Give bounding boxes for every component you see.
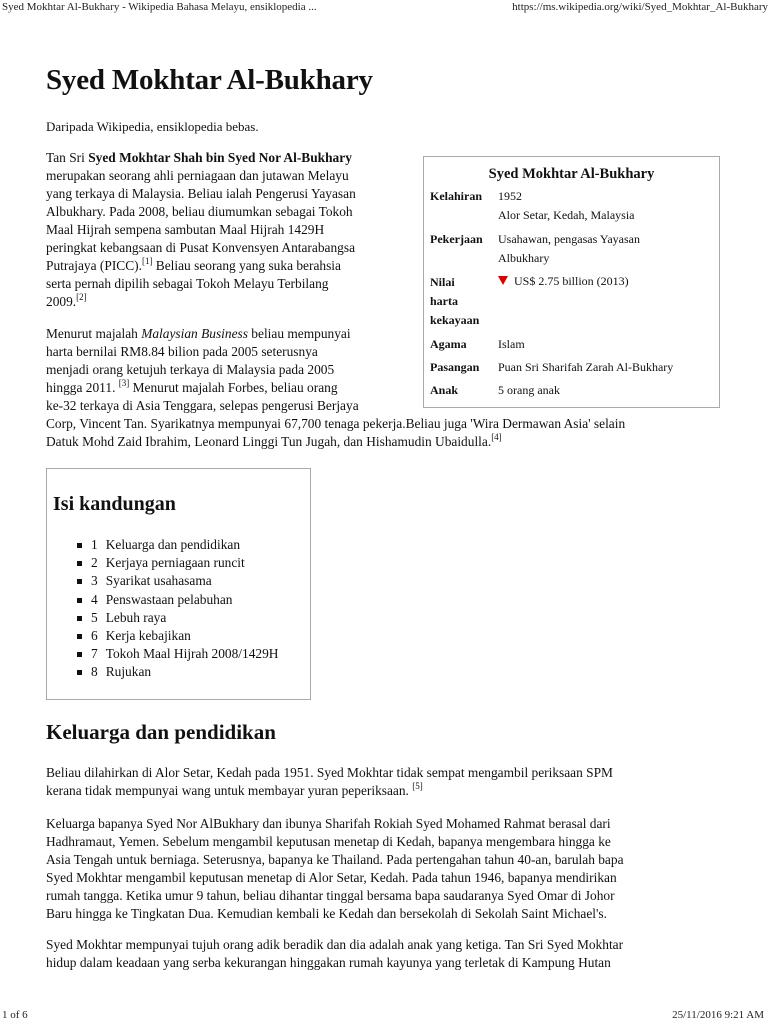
text-line: Maal Hijrah sempena sambutan Maal Hijrah 1429H [46,222,325,237]
section-heading-family: Keluarga dan pendidikan [46,720,276,744]
family-paragraph-1 [46,764,613,800]
infobox-networth-label-2: harta [430,294,458,308]
tagline: Daripada Wikipedia, ensiklopedia bebas. [46,119,259,134]
intro-paragraph [46,149,356,311]
infobox-spouse-value: Puan Sri Sharifah Zarah Al-Bukhary [498,360,674,374]
text-line: Beliau dilahirkan di Alor Setar, Kedah pada 1951. Syed Mokhtar tidak sempat mengambil periksaan SPM [46,765,613,780]
text-line: yang terkaya di Malaysia. Beliau ialah Pengerusi Yayasan [46,186,356,201]
infobox-networth-value: US$ 2.75 billion (2013) [498,272,629,291]
reference-link[interactable]: [5] [412,781,423,791]
reference-link[interactable]: [4] [491,432,502,442]
toc-item[interactable]: 8 Rujukan [77,663,278,681]
text-line: Hadhramaut, Yemen. Sebelum mengambil keputusan menetap di Kedah, bapanya mengembara hingga ke [46,834,611,849]
toc-item[interactable]: 7 Tokoh Maal Hijrah 2008/1429H [77,645,278,663]
infobox-born-year: 1952 [498,189,522,203]
toc-item[interactable]: 3 Syarikat usahasama [77,572,278,590]
toc-title: Isi kandungan [53,493,176,515]
bullet-icon [77,598,82,603]
text-line: merupakan seorang ahli perniagaan dan jutawan Melayu [46,168,349,183]
infobox-networth-label-3: kekayaan [430,313,480,327]
text-line: hidup dalam keadaan yang serba kekurangan hinggakan rumah kayunya yang terletak di Kampung Hutan [46,955,611,970]
bullet-icon [77,561,82,566]
text-line: menjadi orang ketujuh terkaya di Malaysia pada 2005 [46,362,335,377]
bullet-icon [77,543,82,548]
decrease-triangle-icon [498,276,508,285]
text-line: Syed Mokhtar mengambil keputusan menetap di Alor Setar, Kedah. Pada tahun 1946, bapanya mendirikan [46,870,617,885]
toc-item[interactable]: 6 Kerja kebajikan [77,627,278,645]
toc-item[interactable]: 2 Kerjaya perniagaan runcit [77,554,278,572]
infobox-spouse-label: Pasangan [430,360,480,374]
infobox-born-label: Kelahiran [430,189,483,203]
text-line: Baru hingga ke Tingkatan Dua. Kemudian kembali ke Kedah dan bersekolah di Sekolah Saint Michael's. [46,906,607,921]
reference-link[interactable]: [3] [118,378,130,388]
text-line: Putrajaya (PICC).[1] Beliau seorang yang suka berahsia [46,256,341,273]
family-paragraph-2 [46,815,624,923]
text-line: Asia Tengah untuk berniaga. Seterusnya, bapanya ke Thailand. Pada pertengahan tahun 40-an, barulah bapa [46,852,624,867]
print-footer [0,1008,768,1022]
text-line: kerana tidak mempunyai wang untuk membayar yuran peperiksaan. [5] [46,781,423,798]
table-of-contents [46,468,311,700]
infobox-religion-label: Agama [430,337,467,351]
toc-list [77,536,278,682]
infobox-occupation-value: Usahawan, pengasas Yayasan [498,232,640,246]
print-header [0,0,768,14]
bullet-icon [77,670,82,675]
infobox-networth-label: Nilai [430,275,455,289]
text-line: 2009.[2] [46,292,87,309]
infobox-religion-value[interactable]: Islam [498,337,525,351]
text-line: rumah tangga. Ketika umur 9 tahun, beliau dihantar tinggal bersama bapa saudaranya Syed Omar di Johor [46,888,615,903]
reference-link[interactable]: [2] [76,292,87,302]
infobox-occupation-value-2[interactable]: Albukhary [498,251,550,265]
page-count: 1 of 6 [2,1009,28,1021]
bullet-icon [77,652,82,657]
infobox-occupation-label: Pekerjaan [430,232,483,246]
print-datetime: 25/11/2016 9:21 AM [672,1009,764,1021]
reference-link[interactable]: [1] [141,256,153,266]
toc-item[interactable]: 5 Lebuh raya [77,609,278,627]
family-paragraph-3 [46,936,623,972]
infobox-born-place[interactable]: Alor Setar, Kedah, Malaysia [498,208,635,222]
text-line: harta bernilai RM8.84 bilion pada 2005 seterusnya [46,344,318,359]
toc-item[interactable]: 4 Penswastaan pelabuhan [77,591,278,609]
text-line: Menurut majalah Malaysian Business beliau mempunyai [46,326,351,341]
text-line: Corp, Vincent Tan. Syarikatnya mempunyai 67,700 tenaga pekerja.Beliau juga 'Wira Dermawan Asia' selain [46,416,626,431]
infobox [423,156,720,408]
text-line: Tan Sri Syed Mokhtar Shah bin Syed Nor Al-Bukhary [46,150,352,165]
bullet-icon [77,579,82,584]
subject-full-name: Syed Mokhtar Shah bin Syed Nor Al-Bukhary [88,150,352,165]
print-header-title: Syed Mokhtar Al-Bukhary - Wikipedia Bahasa Melayu, ensiklopedia ... [2,1,317,13]
infobox-children-value: 5 orang anak [498,383,560,397]
print-header-url[interactable]: https://ms.wikipedia.org/wiki/Syed_Mokhtar_Al-Bukhary [512,1,768,13]
page-title: Syed Mokhtar Al-Bukhary [46,64,373,96]
text-line: peringkat kebangsaan di Pusat Konvensyen Antarabangsa [46,240,356,255]
infobox-children-label: Anak [430,383,459,397]
text-line: Keluarga bapanya Syed Nor AlBukhary dan ibunya Sharifah Rokiah Syed Mohamed Rahmat berasal dari [46,816,611,831]
text-line: serta pernah dipilih sebagai Tokoh Melayu Terbilang [46,276,329,291]
text-line: Datuk Mohd Zaid Ibrahim, Leonard Linggi Tun Jugah, dan Hishamudin Ubaidulla.[4] [46,432,502,449]
bullet-icon [77,616,82,621]
bullet-icon [77,634,82,639]
text-line: Albukhary. Pada 2008, beliau diumumkan sebagai Tokoh [46,204,353,219]
toc-item[interactable]: 1 Keluarga dan pendidikan [77,536,278,554]
magazine-name: Malaysian Business [141,326,248,341]
text-line: Syed Mokhtar mempunyai tujuh orang adik beradik dan dia adalah anak yang ketiga. Tan Sri Syed Mokhtar [46,937,624,952]
text-line: hingga 2011. [3] Menurut majalah Forbes, beliau orang [46,378,338,395]
text-line: ke-32 terkaya di Asia Tenggara, selepas pengerusi Berjaya [46,398,359,413]
infobox-title: Syed Mokhtar Al-Bukhary [488,166,655,182]
